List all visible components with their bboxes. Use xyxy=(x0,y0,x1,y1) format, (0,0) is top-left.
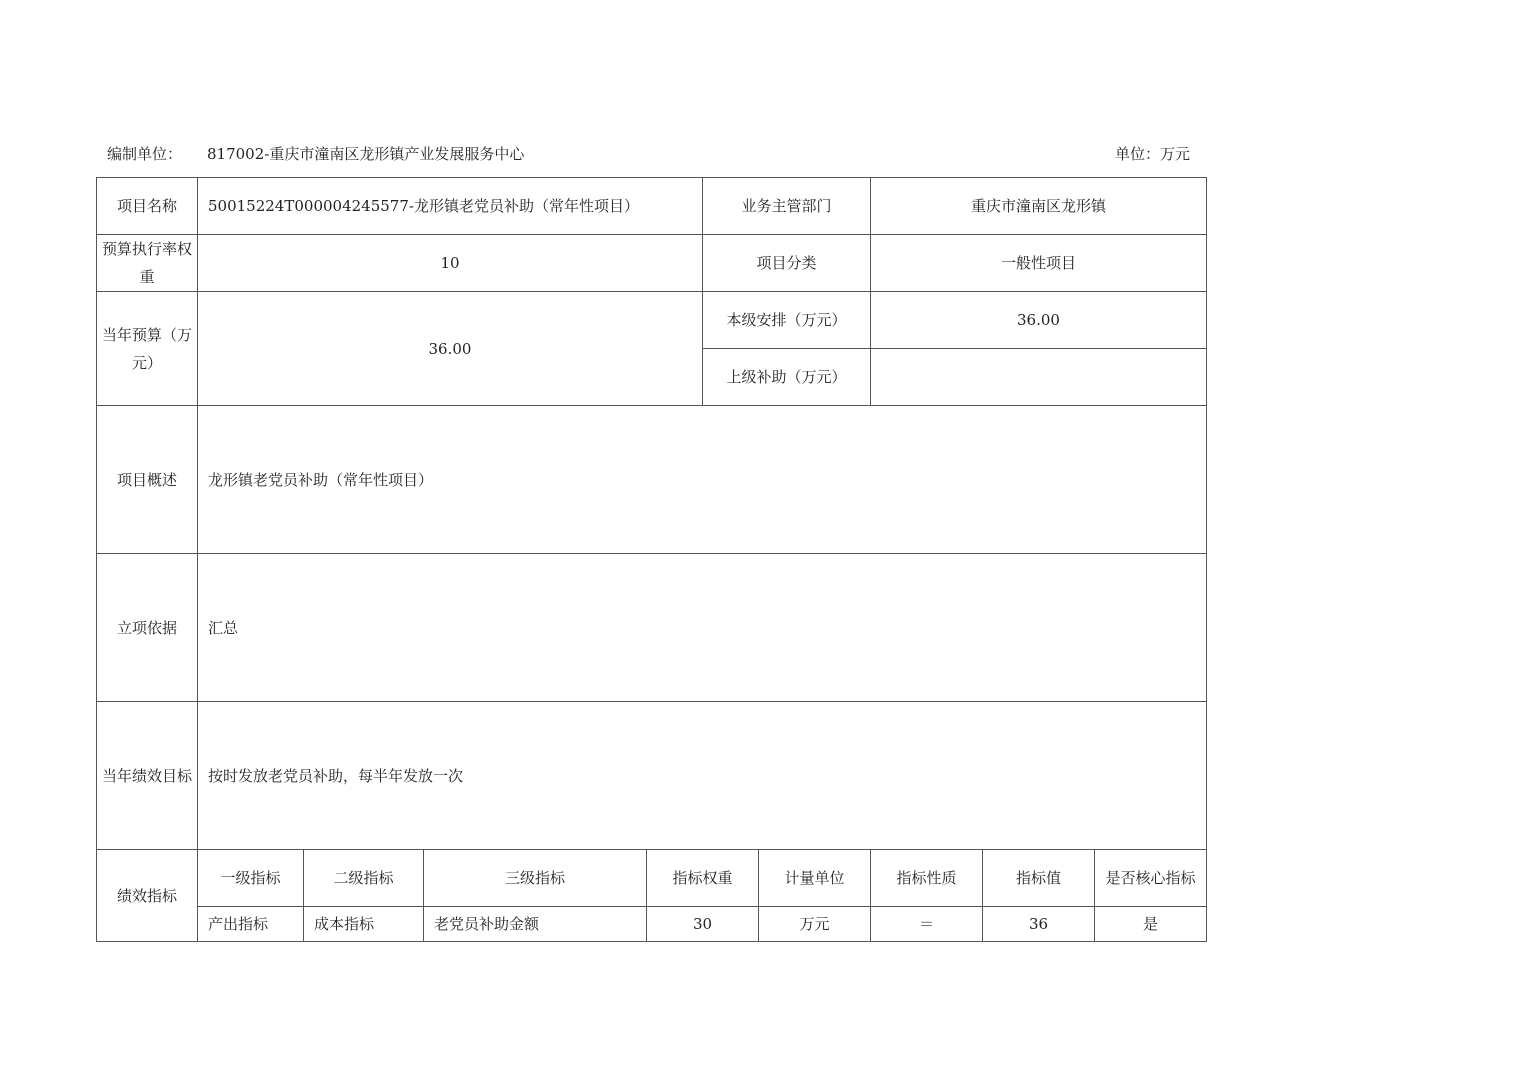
indicator-weight: 30 xyxy=(647,907,759,942)
project-basis-label: 立项依据 xyxy=(97,554,198,702)
indicator-header-unit: 计量单位 xyxy=(759,850,871,907)
row-goal xyxy=(97,702,1207,850)
indicator-nature: ＝ xyxy=(871,907,983,942)
row-project-name xyxy=(97,178,1207,235)
indicator-header-level3: 三级指标 xyxy=(424,850,647,907)
indicators-header-row xyxy=(97,850,1207,907)
project-category-label: 项目分类 xyxy=(703,235,871,292)
indicator-level3: 老党员补助金额 xyxy=(424,907,647,942)
row-overview xyxy=(97,406,1207,554)
row-current-budget xyxy=(97,292,1207,349)
project-name-value: 50015224T000004245577-龙形镇老党员补助（常年性项目） xyxy=(198,178,703,235)
current-budget-label: 当年预算（万元） xyxy=(97,292,198,406)
project-overview-label: 项目概述 xyxy=(97,406,198,554)
money-unit-label: 单位：万元 xyxy=(1115,145,1191,163)
indicator-level2: 成本指标 xyxy=(304,907,424,942)
upper-subsidy-value xyxy=(871,349,1207,406)
project-basis-value: 汇总 xyxy=(198,554,1207,702)
execution-rate-weight-label: 预算执行率权重 xyxy=(97,235,198,292)
indicator-is-core: 是 xyxy=(1095,907,1207,942)
performance-goal-value: 按时发放老党员补助，每半年发放一次 xyxy=(198,702,1207,850)
execution-rate-weight-value: 10 xyxy=(198,235,703,292)
supervising-dept-value: 重庆市潼南区龙形镇 xyxy=(871,178,1207,235)
indicator-header-value: 指标值 xyxy=(983,850,1095,907)
table-row xyxy=(97,907,1207,942)
current-budget-value: 36.00 xyxy=(198,292,703,406)
project-performance-table xyxy=(96,177,1207,942)
local-allocation-label: 本级安排（万元） xyxy=(703,292,871,349)
indicator-header-level2: 二级指标 xyxy=(304,850,424,907)
indicator-header-core: 是否核心指标 xyxy=(1095,850,1207,907)
project-category-value: 一般性项目 xyxy=(871,235,1207,292)
performance-goal-label: 当年绩效目标 xyxy=(97,702,198,850)
indicator-header-weight: 指标权重 xyxy=(647,850,759,907)
compiling-unit-value: 817002-重庆市潼南区龙形镇产业发展服务中心 xyxy=(207,145,525,163)
indicator-header-level1: 一级指标 xyxy=(198,850,304,907)
indicator-unit: 万元 xyxy=(759,907,871,942)
upper-subsidy-label: 上级补助（万元） xyxy=(703,349,871,406)
row-basis xyxy=(97,554,1207,702)
performance-indicators-label: 绩效指标 xyxy=(97,850,198,942)
indicator-level1: 产出指标 xyxy=(198,907,304,942)
indicator-header-nature: 指标性质 xyxy=(871,850,983,907)
supervising-dept-label: 业务主管部门 xyxy=(703,178,871,235)
project-overview-value: 龙形镇老党员补助（常年性项目） xyxy=(198,406,1207,554)
indicator-value: 36 xyxy=(983,907,1095,942)
local-allocation-value: 36.00 xyxy=(871,292,1207,349)
compiling-unit-label: 编制单位： xyxy=(107,145,183,163)
row-execution-rate xyxy=(97,235,1207,292)
project-name-label: 项目名称 xyxy=(97,178,198,235)
